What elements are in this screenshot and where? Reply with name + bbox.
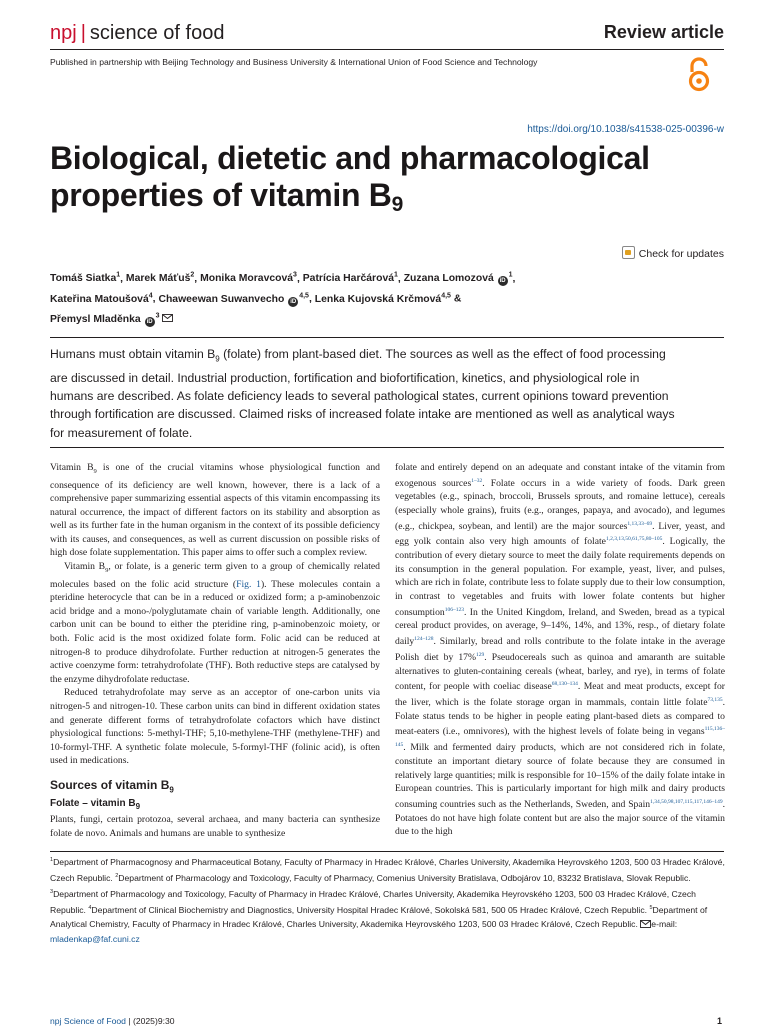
abstract-top-rule bbox=[50, 337, 724, 338]
doi-link[interactable]: https://doi.org/10.1038/s41538-025-00396-w bbox=[527, 124, 724, 135]
body-column-right bbox=[395, 461, 725, 839]
reference-link[interactable]: 124–128 bbox=[414, 636, 434, 642]
author[interactable]: Zuzana Lomozová $iD^1$ bbox=[403, 272, 513, 285]
paragraph: Vitamin $B_9$ is one of the crucial vitamins whose physiological function and consequence of its deficiency are well known, however, there is a lack of a comprehensive paper summarizing essential aspects of this vitamin encompassing its natural occurrence, the impact of different factors on its stability and absorption as well as its further fate in the human organism in the context of its possible deficiency with its causes, and consequences, as well as current discussion on possible risks of high dose folate supplementation. This paper aims to offer such a complex review. bbox=[50, 462, 380, 559]
author[interactable]: Přemysl Mladěnka $iD^3$ bbox=[50, 312, 160, 326]
article-title bbox=[50, 140, 730, 223]
orcid-icon[interactable]: iD bbox=[499, 278, 506, 285]
reference-link[interactable]: 106–123 bbox=[444, 606, 464, 613]
check-updates-label: Check for updates bbox=[638, 248, 724, 260]
author[interactable]: Marek Máťuš$^2$ bbox=[125, 272, 195, 285]
body-column-left bbox=[50, 461, 380, 840]
reference-link[interactable]: 1,34,50,98,107,115,117,146–149 bbox=[650, 798, 723, 805]
subsection-heading: Folate – vitamin $B_9$ bbox=[50, 798, 141, 812]
email-link[interactable]: mladenkap@faf.cuni.cz bbox=[50, 933, 140, 944]
journal-separator: | bbox=[80, 22, 86, 44]
orcid-icon[interactable]: iD bbox=[146, 319, 153, 326]
partnership-note: Published in partnership with Beijing Technology and Business University & International Union of Food Science and Technology bbox=[50, 57, 538, 67]
reference-link[interactable]: 1–32 bbox=[471, 477, 483, 484]
author-list: Tomáš Siatka$^1$, Marek Máťuš$^2$, Monika Moravcová$^3$, Patrícia Harčárová$^1$, Zuzana Lomozová $iD^1$, Kateřina Matoušová$^4$, Chaweewan Suwanvecho iD$^{4,5}$, Lenka Kujovská Krčmová$^{4,5}$ & Přemysl Mladěnka $iD^3$ bbox=[50, 272, 516, 326]
section-heading: Sources of vitamin $B_9$ bbox=[50, 777, 174, 795]
paragraph: Reduced tetrahydrofolate may serve as an acceptor of one-carbon units via nitrogen-5 and nitrogen-10. These carbon units can bind in different oxidation states and generate different forms of tetrahydrofolate cofactors which have distinct physiological functions: 5-methyl-THF; 5,10-methylene-THF (methylene-THF) and 10-formyl-THF. A synthetic folate molecule, 5-formyl-THF (folinic acid), is often used in medications. bbox=[50, 687, 380, 767]
footer-journal-link[interactable]: npj Science of Food bbox=[50, 1016, 126, 1026]
figure-link[interactable]: Fig. 1 bbox=[236, 578, 261, 590]
check-for-updates-button[interactable] bbox=[622, 246, 724, 260]
reference-link[interactable]: 73,135 bbox=[707, 697, 723, 704]
reference-link[interactable]: 1,2,3,13,50,61,75,80–105 bbox=[605, 536, 663, 543]
open-access-lock-icon[interactable] bbox=[686, 56, 712, 92]
affiliations: $^1$Department of Pharmacognosy and Pharmaceutical Botany, Faculty of Pharmacy in Hradec Králové, Charles University, Akademika Heyrovského 1203, 500 03 Hradec Králové, Czech Republic. $^2$Department of Pharmacology and Toxicology, Faculty of Pharmacy, Comenius University Bratislava, Odbojárov 10, 83232 Bratislava, Slovak Republic. $^3$Department of Pharmacology and Toxicology, Faculty of Pharmacy in Hradec Králové, Charles University, Akademika Heyrovského 1203, 500 03 Hradec Králové, Czech Republic. $^4$Department of Clinical Biochemistry and Diagnostics, University Hospital Hradec Králové, Sokolská 581, 500 05 Hradec Králové, Czech Republic. $^5$Department of Analytical Chemistry, Faculty of Pharmacy in Hradec Králové, Charles University, Akademika Heyrovského 1203, 500 03 Hradec Králové, Czech Republic. e-mail: mladenkap@faf.cuni.cz bbox=[50, 856, 725, 944]
journal-name bbox=[50, 22, 224, 45]
page-number: 1 bbox=[716, 1016, 722, 1026]
abstract: Humans must obtain vitamin $B_9$ (folate) from plant-based diet. The sources as well as the effect of food processing are discussed in detail. Industrial production, fortification and biofortification, kinetics, and physiological role in humans are described. As folate deficiency leads to several pathological states, current opinions toward prevention through fortification are discussed. Claimed risks of increased folate intake are mentioned as well as analytical ways for measurement of folate. bbox=[50, 347, 675, 440]
author[interactable]: Chaweewan Suwanvecho iD$^{4,5}$ bbox=[158, 292, 309, 305]
title-subscript: 9 bbox=[391, 193, 403, 216]
reference-link[interactable]: 129 bbox=[476, 651, 485, 658]
paragraph: Vitamin $B_9$, or folate, is a generic term given to a group of chemically related molecules based on the folic acid structure (Fig. 1). These molecules contain a pteridine heterocycle that can be in a reduced or oxidized form; a p-aminobenzoic acid bridge and a mono-/polyglutamate chain of variable length. Additionally, one carbon unit can be bound to either the pteridine ring, p-aminobenzoic moiety, or both. Folic acid is the most oxidized folate form. Folic acid can be reduced at nitrogen-8 to produce dihydrofolate. Further reduction at nitrogen-5 generates the active coenzyme form: tetrahydrofolate (THF). Both reductive steps are catalysed by the enzyme dihydrofolate reductase. bbox=[50, 561, 381, 685]
paragraph: folate and entirely depend on an adequate and constant intake of the vitamin from exogenous sources$^{1-32}$. Folate occurs in a wide variety of foods. Dark green vegetables (e.g., spinach, broccoli, Brussels sprouts, and romaine lettuce), cereals (especially whole grains), fruits (e.g., oranges, papaya, and avocado), and legumes (e.g., chickpea, soybean, and lentil) are the major sources$^{1,13,33-69}$. Liver, yeast, and egg yolk contain also very high amounts of folate$^{1,2,3,13,50,61,75,80-105}$. Logically, the contribution of every dietary source to meet the daily folate requirements depends on its consumption in the general population. For example, yeast, liver, and pulses, which are rich in folate, contribute less to folate supply due to their low consumption, in contrast to vegetables and fruits with lower folate contents but higher consumption$^{106-123}$. In the United Kingdom, Ireland, and Sweden, bread as a typical cereal product provides, on average, 9–14%, 14%, and 13%, resp., of dietary folate daily$^{124-128}$. Similarly, bread and rolls contribute to the folate intake in the average Polish diet by 17%$^{129}$. Pseudocereals such as quinoa and amaranth are suitable alternatives to gluten-containing cereals (wheat, barley, and rye), in terms of folate content, for people with coeliac disease$^{68,130-134}$. Meat and meat products, except for the liver, which is the folate storage organ in mammals, contain little folate$^{73,135}$. Folate status tends to be higher in people eating plant-based diets as compared to meat-eaters (i.e., omnivores), with the highest levels of folate being in vegans$^{115,136-145}$. Milk and fermented dairy products, which are not considered rich in folate, constitute an important dietary source of folate because they are consumed in relatively large quantities; milk is responsible for 10–15% of the daily folate intake in European countries. This is particularly important for high milk and dairy products consuming countries such as the Netherlands, Sweden, and Spain$^{1,34,50,98,107,115,117,146-149}$. Potatoes do not have high folate content but are also the major source of the vitamin due to the high bbox=[395, 462, 726, 838]
journal-title: science of food bbox=[89, 22, 225, 44]
author[interactable]: Patrícia Harčárová$^1$ bbox=[302, 272, 398, 285]
check-updates-icon bbox=[622, 246, 635, 259]
paragraph: Plants, fungi, certain protozoa, several archaea, and many bacteria can synthesize folate de novo. Animals and humans are unable to synthesize bbox=[50, 814, 380, 839]
author[interactable]: Kateřina Matoušová$^4$ bbox=[50, 292, 153, 305]
author[interactable]: Monika Moravcová$^3$ bbox=[200, 272, 297, 285]
author[interactable]: Lenka Kujovská Krčmová$^{4,5}$ bbox=[314, 292, 451, 305]
orcid-icon[interactable]: iD bbox=[290, 298, 297, 305]
header-rule bbox=[50, 49, 724, 50]
author[interactable]: Tomáš Siatka$^1$ bbox=[50, 272, 121, 285]
article-type: Review article bbox=[603, 22, 724, 42]
title-text: Biological, dietetic and pharmacological properties of vitamin B bbox=[50, 140, 650, 213]
journal-brand: npj bbox=[50, 22, 77, 44]
reference-link[interactable]: 68,130–134 bbox=[551, 681, 578, 688]
reference-link[interactable]: 115,136–145 bbox=[395, 726, 725, 749]
affiliation-rule bbox=[50, 851, 724, 852]
envelope-icon bbox=[640, 920, 651, 928]
abstract-bottom-rule bbox=[50, 447, 724, 448]
reference-link[interactable]: 1,13,33–69 bbox=[627, 520, 653, 527]
envelope-icon[interactable] bbox=[162, 314, 173, 322]
footer-citation: npj Science of Food | (2025)9:30 bbox=[50, 1016, 175, 1026]
